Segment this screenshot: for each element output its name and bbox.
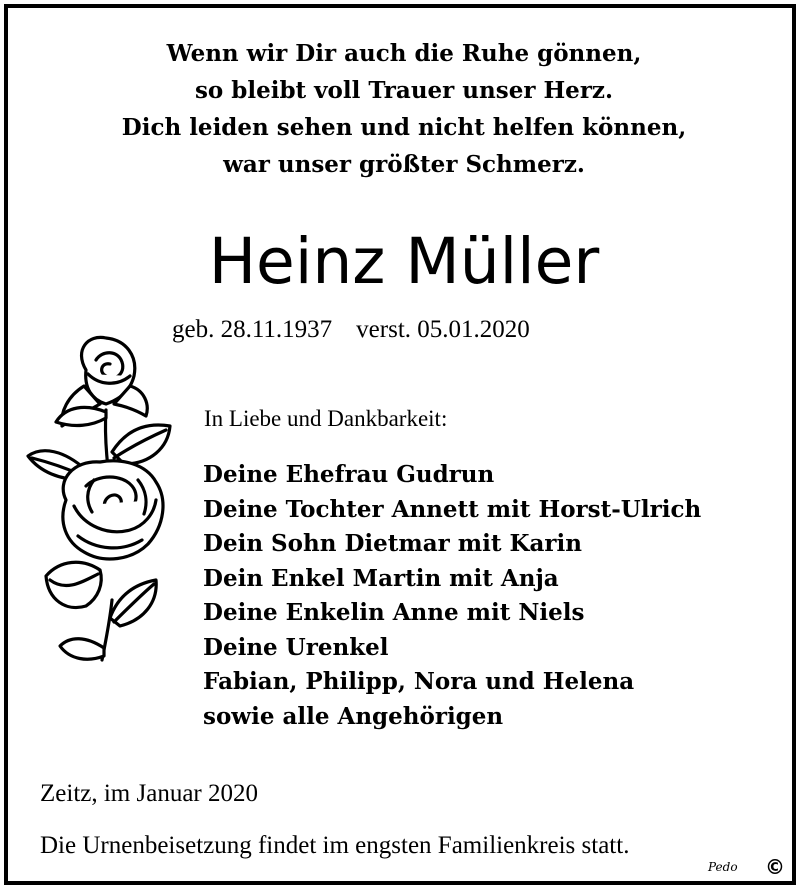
rose-icon (26, 330, 176, 670)
copyright-mark: © (765, 855, 785, 879)
obituary-frame (4, 4, 796, 885)
poem-line: Dich leiden sehen und nicht helfen können, (121, 114, 687, 141)
poem (8, 35, 800, 183)
poem-line: Wenn wir Dir auch die Ruhe gönnen, (166, 40, 642, 67)
deceased-name: Heinz Müller (208, 225, 600, 298)
poem-line: war unser größter Schmerz. (223, 151, 585, 178)
place-date: Zeitz, im Januar 2020 (40, 780, 258, 807)
mourner-line: Deine Ehefrau Gudrun (203, 461, 495, 488)
designer-signature: Pedo (708, 860, 738, 874)
gratitude-line: In Liebe und Dankbarkeit: (204, 406, 448, 431)
mourners-list (203, 458, 701, 734)
death-date: verst. 05.01.2020 (356, 316, 530, 343)
mourner-line: Dein Enkel Martin mit Anja (203, 564, 559, 592)
mourner-line: Dein Sohn Dietmar mit Karin (203, 530, 582, 557)
burial-notice: Die Urnenbeisetzung findet im engsten Familienkreis statt. (40, 832, 630, 859)
mourner-line: sowie alle Angehörigen (203, 702, 504, 730)
poem-line: so bleibt voll Trauer unser Herz. (194, 77, 614, 104)
mourner-line: Deine Tochter Annett mit Horst-Ulrich (203, 495, 702, 523)
mourner-line: Deine Enkelin Anne mit Niels (203, 599, 585, 626)
mourner-line: Fabian, Philipp, Nora und Helena (203, 668, 635, 695)
mourner-line: Deine Urenkel (203, 633, 389, 661)
life-dates (172, 316, 530, 344)
birth-date: geb. 28.11.1937 (172, 316, 333, 343)
